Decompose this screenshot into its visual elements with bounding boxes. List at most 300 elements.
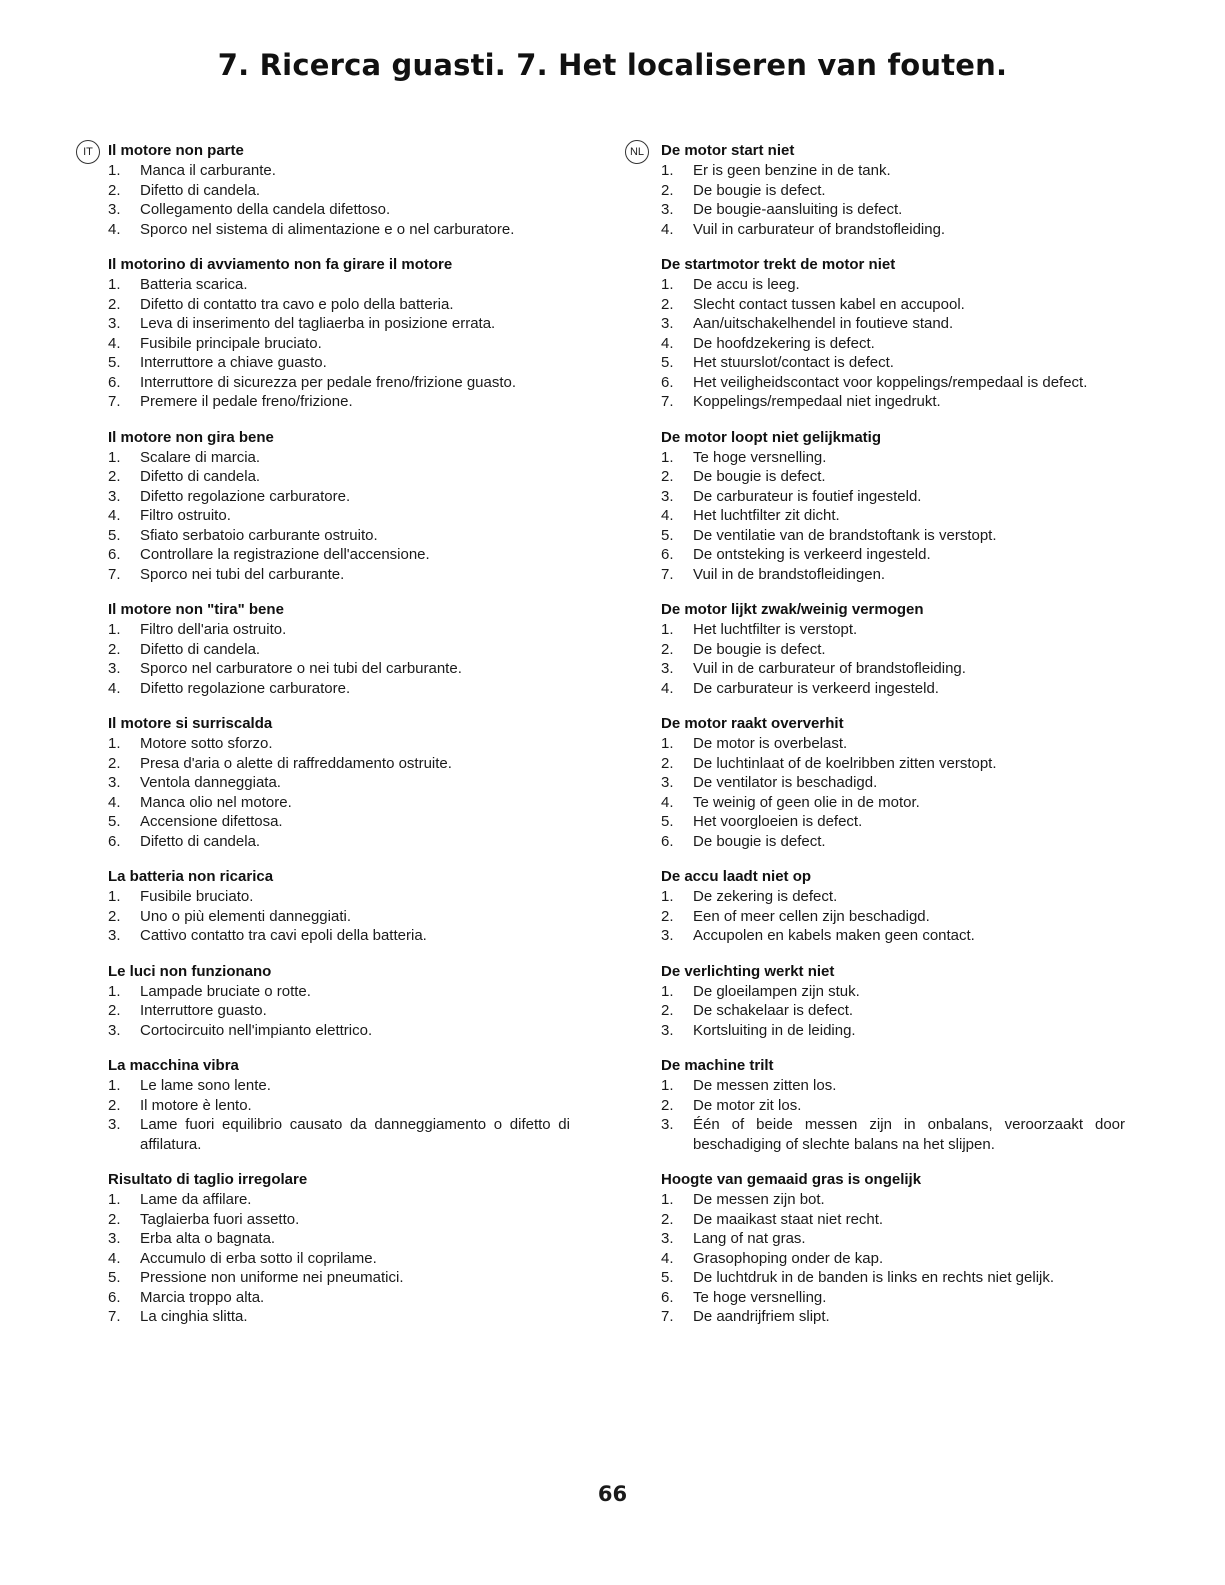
list-item-text: Het veiligheidscontact voor koppelings/rempedaal is defect. — [693, 373, 1088, 391]
list-item — [108, 1249, 570, 1269]
list-item-text: Difetto di candela. — [140, 181, 261, 199]
list-item-number: 1. — [661, 1191, 674, 1208]
list-item — [108, 314, 570, 334]
list-item — [108, 773, 570, 793]
list-item-text: Difetto di contatto tra cavo e polo della batteria. — [140, 295, 454, 313]
list-item — [108, 373, 570, 393]
list-item — [108, 448, 570, 468]
section-heading: De motor loopt niet gelijkmatig — [661, 428, 882, 446]
list-item — [661, 1190, 1125, 1210]
list-item — [108, 353, 570, 373]
list-item-number: 5. — [661, 354, 674, 371]
troubleshooting-section — [661, 714, 1125, 851]
section-heading: De verlichting werkt niet — [661, 962, 835, 980]
list-item-number: 1. — [108, 162, 121, 179]
list-item — [661, 1021, 1125, 1041]
list-item-number: 4. — [108, 1249, 121, 1267]
list-item — [661, 161, 1125, 181]
cause-list — [661, 161, 1125, 239]
section-heading: La batteria non ricarica — [108, 868, 274, 885]
cause-list — [108, 1076, 570, 1154]
list-item — [108, 812, 570, 832]
cause-list — [661, 1076, 1125, 1154]
list-item — [108, 1001, 570, 1021]
list-item — [108, 907, 570, 927]
troubleshooting-section — [108, 141, 570, 239]
list-item — [661, 1115, 1125, 1154]
troubleshooting-section — [661, 1056, 1125, 1154]
list-item-number: 1. — [661, 888, 674, 905]
section-heading: De motor start niet — [661, 142, 795, 159]
section-heading: La macchina vibra — [108, 1057, 239, 1074]
list-item — [108, 1190, 570, 1210]
list-item — [108, 1229, 570, 1249]
list-item-text: Het luchtfilter zit dicht. — [693, 507, 840, 524]
list-item-number: 5. — [108, 813, 121, 830]
list-item — [108, 200, 570, 220]
list-item-number: 2. — [661, 181, 674, 199]
list-item-number: 1. — [661, 448, 674, 466]
list-item — [661, 1268, 1125, 1288]
list-item-number: 2. — [661, 907, 674, 925]
list-item — [108, 1268, 570, 1288]
list-item — [661, 295, 1125, 315]
list-item-number: 4. — [661, 793, 674, 811]
section-heading: Il motore non gira bene — [108, 428, 274, 446]
list-item-text: Lame da affilare. — [140, 1191, 252, 1208]
list-item-number: 4. — [108, 793, 121, 811]
list-item-number: 3. — [661, 660, 674, 677]
list-item — [661, 373, 1125, 393]
list-item-number: 1. — [661, 1077, 674, 1094]
list-item — [661, 793, 1125, 813]
list-item-text: De bougie is defect. — [693, 640, 826, 658]
list-item-text: Cortocircuito nell'impianto elettrico. — [140, 1021, 373, 1039]
list-item-text: De ventilator is beschadigd. — [693, 774, 878, 791]
list-item — [661, 448, 1125, 468]
list-item-text: De motor zit los. — [693, 1096, 802, 1114]
list-item-text: De gloeilampen zijn stuk. — [693, 982, 860, 1000]
list-item — [661, 1076, 1125, 1096]
list-item — [661, 773, 1125, 793]
list-item-text: Lampade bruciate o rotte. — [140, 982, 311, 1000]
list-item-text: Uno o più elementi danneggiati. — [140, 907, 351, 925]
list-item-number: 1. — [108, 621, 121, 638]
list-item-text: Sporco nel carburatore o nei tubi del carburante. — [140, 660, 462, 677]
list-item-number: 2. — [108, 1096, 121, 1114]
list-item-text: Sporco nei tubi del carburante. — [140, 565, 345, 583]
list-item-text: Het voorgloeien is defect. — [693, 813, 863, 830]
list-item-text: Interruttore guasto. — [140, 1002, 267, 1019]
list-item-number: 1. — [661, 276, 674, 293]
list-item-text: De hoofdzekering is defect. — [693, 334, 875, 352]
list-item — [108, 161, 570, 181]
list-item-text: Fusibile principale bruciato. — [140, 334, 322, 352]
list-item-number: 7. — [108, 393, 121, 410]
list-item-text: Accensione difettosa. — [140, 813, 283, 830]
list-item-text: Accupolen en kabels maken geen contact. — [693, 927, 975, 944]
list-item — [661, 1249, 1125, 1269]
list-item — [108, 545, 570, 565]
list-item — [661, 200, 1125, 220]
troubleshooting-section — [108, 867, 570, 946]
list-item-number: 7. — [108, 1308, 121, 1325]
list-item — [108, 620, 570, 640]
list-item — [661, 275, 1125, 295]
list-item-text: Marcia troppo alta. — [140, 1288, 265, 1306]
list-item — [661, 1288, 1125, 1308]
list-item-number: 3. — [661, 487, 674, 505]
list-item — [661, 832, 1125, 852]
list-item-number: 6. — [661, 373, 674, 391]
list-item — [108, 982, 570, 1002]
list-item-text: Een of meer cellen zijn beschadigd. — [693, 907, 930, 925]
section-heading: De motor lijkt zwak/weinig vermogen — [661, 601, 924, 618]
list-item-number: 3. — [108, 1116, 121, 1133]
list-item — [661, 887, 1125, 907]
list-item-number: 3. — [661, 1230, 674, 1247]
section-heading: De accu laadt niet op — [661, 868, 812, 885]
cause-list — [108, 620, 570, 698]
cause-list — [661, 275, 1125, 412]
list-item-number: 3. — [108, 1230, 121, 1247]
list-item-text: Vuil in de brandstofleidingen. — [693, 565, 886, 583]
list-item-number: 2. — [661, 468, 674, 485]
section-heading: Risultato di taglio irregolare — [108, 1171, 308, 1188]
list-item — [108, 793, 570, 813]
list-item-text: Manca olio nel motore. — [140, 793, 292, 811]
list-item-text: Difetto di candela. — [140, 468, 261, 485]
list-item — [661, 220, 1125, 240]
list-item — [661, 679, 1125, 699]
section-heading: Le luci non funzionano — [108, 962, 272, 980]
list-item-text: Kortsluiting in de leiding. — [693, 1021, 856, 1039]
dutch-troubleshooting-column — [661, 141, 1125, 1343]
list-item — [661, 640, 1125, 660]
list-item-text: De bougie is defect. — [693, 468, 826, 485]
list-item-text: Lang of nat gras. — [693, 1230, 806, 1247]
list-item-number: 3. — [108, 487, 121, 505]
list-item-number: 6. — [661, 546, 674, 563]
list-item — [661, 926, 1125, 946]
list-item-text: Koppelings/rempedaal niet ingedrukt. — [693, 393, 941, 410]
list-item — [661, 353, 1125, 373]
list-item — [108, 887, 570, 907]
list-item-number: 4. — [661, 679, 674, 697]
page-number: 66 — [597, 1482, 628, 1506]
list-item-number: 3. — [108, 1021, 121, 1039]
list-item — [661, 1210, 1125, 1230]
italian-language-badge-icon: IT — [76, 140, 100, 164]
list-item-text: Difetto regolazione carburatore. — [140, 487, 351, 505]
list-item-text: Motore sotto sforzo. — [140, 735, 273, 752]
list-item — [108, 1115, 570, 1154]
cause-list — [661, 734, 1125, 851]
list-item — [108, 734, 570, 754]
list-item-number: 6. — [108, 546, 121, 563]
list-item-text: Accumulo di erba sotto il coprilame. — [140, 1249, 377, 1267]
list-item-text: De bougie is defect. — [693, 832, 826, 850]
list-item-number: 4. — [661, 334, 674, 352]
list-item-number: 2. — [661, 1002, 674, 1019]
list-item — [661, 181, 1125, 201]
list-item-text: Te hoge versnelling. — [693, 1288, 827, 1306]
troubleshooting-section — [661, 1170, 1125, 1327]
list-item — [661, 467, 1125, 487]
list-item-number: 2. — [661, 295, 674, 313]
list-item-text: Difetto regolazione carburatore. — [140, 679, 351, 697]
list-item-number: 5. — [108, 1269, 121, 1286]
cause-list — [661, 887, 1125, 946]
cause-list — [661, 620, 1125, 698]
list-item-text: De luchtinlaat of de koelribben zitten verstopt. — [693, 754, 997, 772]
list-item — [661, 392, 1125, 412]
troubleshooting-section — [108, 1056, 570, 1154]
list-item — [661, 907, 1125, 927]
list-item — [108, 754, 570, 774]
list-item-text: Manca il carburante. — [140, 162, 276, 179]
list-item-number: 5. — [661, 1269, 674, 1286]
list-item-text: Erba alta o bagnata. — [140, 1230, 276, 1247]
list-item — [661, 526, 1125, 546]
troubleshooting-section — [661, 600, 1125, 698]
list-item-text: Fusibile bruciato. — [140, 888, 254, 905]
list-item-text: Filtro dell'aria ostruito. — [140, 621, 287, 638]
cause-list — [108, 887, 570, 946]
list-item-text: De ventilatie van de brandstoftank is verstopt. — [693, 526, 997, 544]
list-item-number: 1. — [661, 982, 674, 1000]
list-item-number: 2. — [108, 468, 121, 485]
list-item-number: 4. — [108, 334, 121, 352]
list-item — [661, 334, 1125, 354]
list-item-number: 7. — [661, 565, 674, 583]
cause-list — [108, 734, 570, 851]
list-item-text: De schakelaar is defect. — [693, 1002, 854, 1019]
list-item-number: 3. — [661, 201, 674, 218]
list-item-text: De motor is overbelast. — [693, 735, 848, 752]
list-item-text: De zekering is defect. — [693, 888, 838, 905]
troubleshooting-section — [108, 1170, 570, 1327]
list-item-number: 2. — [661, 1096, 674, 1114]
list-item-number: 5. — [108, 354, 121, 371]
list-item-text: De aandrijfriem slipt. — [693, 1308, 830, 1325]
list-item-number: 1. — [108, 735, 121, 752]
list-item-number: 2. — [661, 640, 674, 658]
list-item — [108, 1307, 570, 1327]
list-item-text: De luchtdruk in de banden is links en rechts niet gelijk. — [693, 1269, 1055, 1286]
list-item-text: De bougie is defect. — [693, 181, 826, 199]
section-heading: De startmotor trekt de motor niet — [661, 256, 896, 273]
list-item — [661, 1307, 1125, 1327]
list-item-text: Il motore è lento. — [140, 1096, 252, 1114]
list-item — [661, 314, 1125, 334]
list-item-number: 1. — [661, 162, 674, 179]
troubleshooting-section — [108, 428, 570, 585]
list-item-number: 2. — [108, 295, 121, 313]
list-item-number: 2. — [661, 754, 674, 772]
list-item — [108, 1096, 570, 1116]
list-item-text: Collegamento della candela difettoso. — [140, 201, 391, 218]
list-item-text: Le lame sono lente. — [140, 1077, 271, 1094]
list-item — [661, 487, 1125, 507]
section-heading: Hoogte van gemaaid gras is ongelijk — [661, 1171, 922, 1188]
list-item — [661, 1001, 1125, 1021]
troubleshooting-section — [108, 962, 570, 1041]
list-item-number: 7. — [661, 1308, 674, 1325]
cause-list — [108, 1190, 570, 1327]
list-item-text: Grasophoping onder de kap. — [693, 1249, 884, 1267]
list-item-text: Difetto di candela. — [140, 640, 261, 658]
list-item-number: 6. — [108, 832, 121, 850]
list-item-number: 1. — [108, 888, 121, 905]
section-heading: Il motore si surriscalda — [108, 715, 273, 732]
list-item-text: Filtro ostruito. — [140, 507, 231, 524]
list-item-text: De ontsteking is verkeerd ingesteld. — [693, 546, 931, 563]
cause-list — [108, 161, 570, 239]
list-item-number: 5. — [108, 526, 121, 544]
list-item-text: Scalare di marcia. — [140, 448, 261, 466]
list-item-text: Vuil in de carburateur of brandstofleiding. — [693, 660, 966, 677]
list-item-number: 3. — [661, 315, 674, 332]
list-item — [108, 1021, 570, 1041]
cause-list — [108, 982, 570, 1041]
list-item-number: 2. — [108, 1210, 121, 1228]
list-item-number: 2. — [108, 640, 121, 658]
list-item-number: 4. — [108, 507, 121, 524]
list-item-text: Vuil in carburateur of brandstofleiding. — [693, 220, 946, 238]
section-heading: De machine trilt — [661, 1057, 774, 1074]
list-item-text: Er is geen benzine in de tank. — [693, 162, 891, 179]
list-item-text: Pressione non uniforme nei pneumatici. — [140, 1269, 404, 1286]
list-item-text: Te weinig of geen olie in de motor. — [693, 793, 920, 811]
list-item-number: 3. — [661, 1116, 674, 1133]
list-item — [108, 392, 570, 412]
list-item — [108, 467, 570, 487]
list-item-number: 1. — [108, 448, 121, 466]
list-item-text: Lame fuori equilibrio causato da danneggiamento o difetto di affilatura. — [140, 1116, 570, 1153]
list-item — [661, 982, 1125, 1002]
list-item-number: 6. — [108, 373, 121, 391]
troubleshooting-section — [661, 867, 1125, 946]
page-title: 7. Ricerca guasti. 7. Het localiseren van fouten. — [217, 48, 1008, 82]
list-item-number: 3. — [108, 927, 121, 944]
list-item-number: 2. — [108, 754, 121, 772]
list-item — [661, 734, 1125, 754]
section-heading: De motor raakt oververhit — [661, 715, 844, 732]
list-item-number: 4. — [661, 220, 674, 238]
list-item-number: 2. — [108, 181, 121, 199]
section-heading: Il motorino di avviamento non fa girare il motore — [108, 256, 453, 273]
list-item — [108, 334, 570, 354]
list-item-number: 2. — [108, 1002, 121, 1019]
list-item-number: 1. — [661, 621, 674, 638]
list-item-number: 1. — [108, 982, 121, 1000]
list-item-text: Interruttore di sicurezza per pedale freno/frizione guasto. — [140, 373, 517, 391]
list-item-number: 3. — [108, 315, 121, 332]
troubleshooting-section — [661, 962, 1125, 1041]
list-item — [108, 679, 570, 699]
troubleshooting-section — [661, 141, 1125, 239]
list-item — [108, 506, 570, 526]
list-item-text: De accu is leeg. — [693, 276, 800, 293]
list-item — [108, 926, 570, 946]
list-item-number: 6. — [661, 832, 674, 850]
list-item-number: 3. — [108, 201, 121, 218]
list-item — [108, 1076, 570, 1096]
list-item-text: Aan/uitschakelhendel in foutieve stand. — [693, 315, 954, 332]
list-item — [108, 295, 570, 315]
dutch-language-badge-icon: NL — [625, 140, 649, 164]
list-item-number: 3. — [108, 660, 121, 677]
list-item-number: 1. — [661, 735, 674, 752]
section-heading: Il motore non parte — [108, 142, 244, 159]
list-item — [661, 545, 1125, 565]
section-heading: Il motore non "tira" bene — [108, 601, 284, 618]
troubleshooting-section — [661, 255, 1125, 412]
list-item-number: 1. — [108, 1077, 121, 1094]
list-item-number: 2. — [661, 1210, 674, 1228]
list-item — [661, 1229, 1125, 1249]
list-item-text: De messen zijn bot. — [693, 1191, 825, 1208]
cause-list — [661, 982, 1125, 1041]
cause-list — [108, 448, 570, 585]
list-item-number: 6. — [661, 1288, 674, 1306]
list-item — [108, 1288, 570, 1308]
list-item-text: La cinghia slitta. — [140, 1308, 248, 1325]
list-item-number: 7. — [108, 565, 121, 583]
list-item-number: 3. — [661, 1021, 674, 1039]
list-item — [108, 640, 570, 660]
list-item-text: Taglaierba fuori assetto. — [140, 1210, 300, 1228]
list-item-text: Premere il pedale freno/frizione. — [140, 393, 353, 410]
cause-list — [108, 275, 570, 412]
list-item-number: 1. — [108, 1191, 121, 1208]
list-item — [108, 275, 570, 295]
list-item-number: 5. — [661, 526, 674, 544]
list-item-text: Slecht contact tussen kabel en accupool. — [693, 295, 965, 313]
list-item-text: Het stuurslot/contact is defect. — [693, 354, 894, 371]
list-item — [661, 754, 1125, 774]
list-item-number: 4. — [108, 220, 121, 238]
list-item-number: 4. — [661, 507, 674, 524]
list-item-text: De carburateur is foutief ingesteld. — [693, 487, 922, 505]
list-item — [108, 565, 570, 585]
troubleshooting-section — [661, 428, 1125, 585]
troubleshooting-section — [108, 714, 570, 851]
list-item — [108, 220, 570, 240]
list-item — [661, 1096, 1125, 1116]
list-item — [661, 812, 1125, 832]
list-item-number: 3. — [108, 774, 121, 791]
list-item-text: Het luchtfilter is verstopt. — [693, 621, 858, 638]
list-item-text: Presa d'aria o alette di raffreddamento ostruite. — [140, 754, 452, 772]
list-item-number: 3. — [661, 774, 674, 791]
list-item — [108, 487, 570, 507]
list-item-text: De maaikast staat niet recht. — [693, 1210, 884, 1228]
list-item-text: Controllare la registrazione dell'accensione. — [140, 546, 430, 563]
list-item-text: Ventola danneggiata. — [140, 774, 281, 791]
cause-list — [661, 448, 1125, 585]
troubleshooting-section — [108, 255, 570, 412]
list-item — [661, 659, 1125, 679]
troubleshooting-section — [108, 600, 570, 698]
list-item — [108, 181, 570, 201]
list-item-text: Sfiato serbatoio carburante ostruito. — [140, 526, 378, 544]
list-item-number: 6. — [108, 1288, 121, 1306]
cause-list — [661, 1190, 1125, 1327]
list-item-number: 4. — [108, 679, 121, 697]
list-item-text: Één of beide messen zijn in onbalans, veroorzaakt door beschadiging of slechte balans na het slijpen. — [693, 1116, 1125, 1153]
